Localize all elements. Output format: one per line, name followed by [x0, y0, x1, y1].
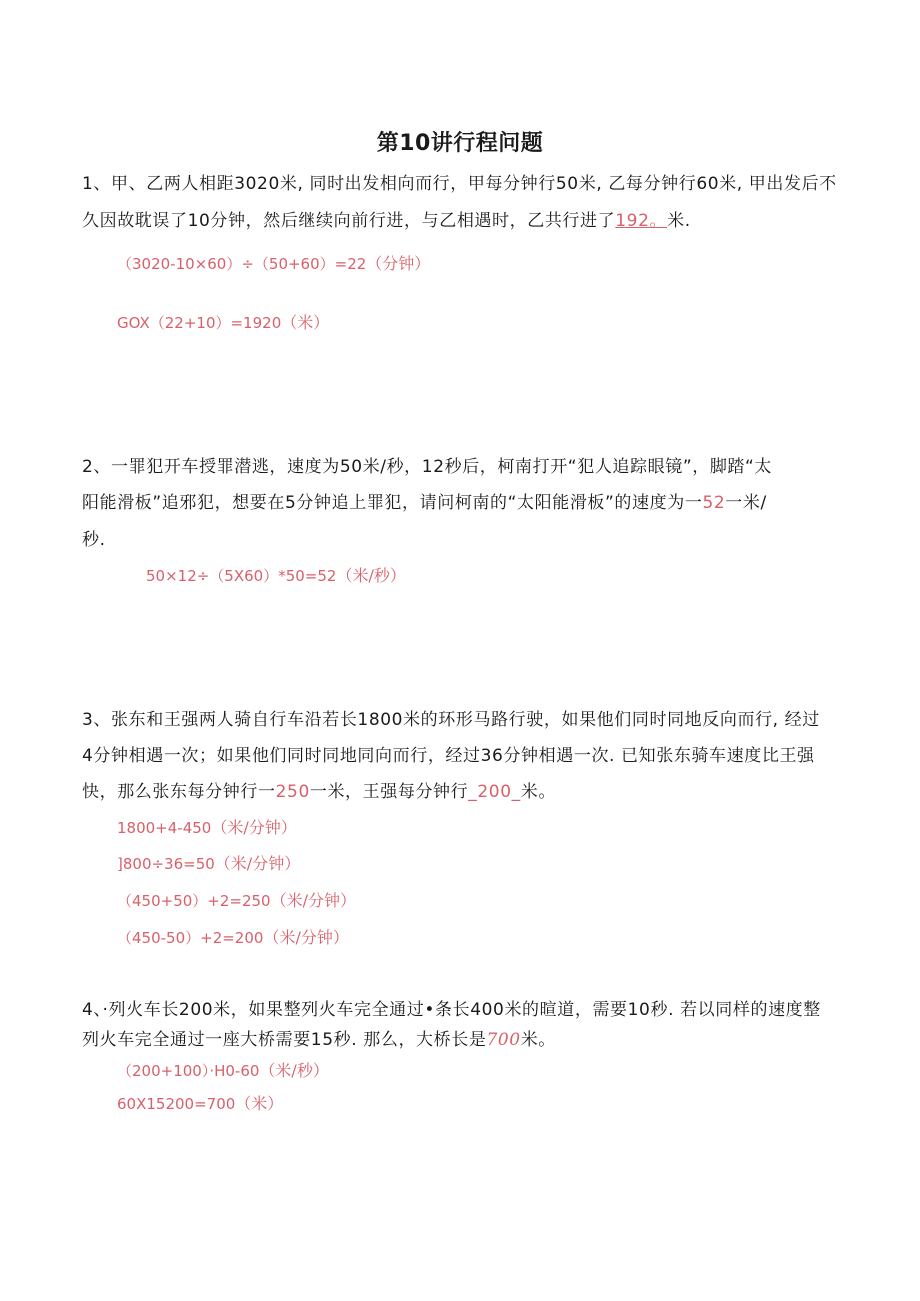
work-expression: （450-50）+2=200 [117, 929, 264, 947]
work-expression: 1800+4-450 [117, 819, 212, 837]
question-4-unit: 米。 [520, 1030, 556, 1050]
question-3-work-4 [117, 928, 349, 948]
question-2-line-2 [82, 491, 852, 515]
question-3-answer-1: 250 [275, 782, 310, 802]
work-expression: 50×12÷（5X60）*50=52 [146, 567, 337, 585]
question-4-text: 列火车完全通过一座大桥需要15秒. 那么，大桥长是 [82, 1030, 487, 1050]
question-3-line-1: 3、张东和王强两人骑自行车沿若长1800米的环形马路行驶，如果他们同时同地反向而行, 经过 [82, 710, 820, 730]
question-4-work-2 [117, 1094, 283, 1114]
question-3-answer-2: _200_ [468, 782, 521, 802]
question-2-text: 阳能滑板”追邪犯，想要在5分钟追上罪犯，请问柯南的“太阳能滑板”的速度为一 [82, 493, 703, 513]
question-3-line-2: 4分钟相遇一次；如果他们同时同地同向而行，经过36分钟相遇一次. 已知张东骑车速度比王强 [82, 746, 815, 766]
question-3-line-3 [82, 780, 852, 804]
page-title: 第10讲行程问题 [376, 131, 544, 156]
work-unit: （米/分钟） [263, 928, 349, 947]
question-3-work-1 [117, 818, 297, 838]
question-1-answer: 192。 [615, 211, 668, 231]
work-expression: 60X15200=700 [117, 1095, 236, 1113]
question-1-work-2 [117, 313, 329, 333]
work-expression: （450+50）+2=250 [117, 892, 271, 910]
work-unit: （米/分钟） [214, 854, 301, 873]
question-1-unit: 米. [667, 211, 691, 231]
work-unit: （米/秒） [259, 1061, 329, 1080]
question-2-work-1 [146, 566, 406, 586]
work-unit: （米/分钟） [211, 818, 297, 837]
question-2-line-3: 秒. [82, 530, 106, 550]
question-3-unit: 米。 [520, 782, 556, 802]
question-1-line-1: 1、甲、乙两人相距3020米, 同时出发相向而行，甲每分钟行50米, 乙每分钟行60米, 甲出发后不 [82, 174, 837, 194]
question-3-work-3 [117, 891, 356, 911]
work-unit: （米/分钟） [270, 891, 357, 910]
question-4-work-1 [117, 1061, 329, 1081]
question-4-line-1: 4、·列火车长200米，如果整列火车完全通过•条长400米的暄道，需要10秒. 若以同样的速度整 [82, 1000, 821, 1020]
question-4-answer: 700 [486, 1030, 521, 1050]
question-2-answer: 52 [702, 493, 726, 513]
work-expression: （3020-10×60）÷（50+60）=22 [117, 255, 367, 273]
work-expression: ]800÷36=50 [117, 855, 215, 873]
question-3-work-2 [117, 854, 300, 874]
work-unit: （分钟） [366, 254, 431, 273]
question-1-line-2 [82, 209, 852, 233]
work-expression: GOX（22+10）=1920 [117, 314, 282, 332]
question-3-text-mid: 一米，王强每分钟行 [309, 782, 469, 802]
question-2-unit: 一米/ [725, 493, 767, 513]
question-2-line-1: 2、一罪犯开车授罪潜逃，速度为50米/秒，12秒后，柯南打开“犯人追踪眼镜”，脚踏“太 [82, 457, 773, 477]
question-4-line-2 [82, 1028, 852, 1052]
question-1-work-1 [117, 254, 430, 274]
question-1-text: 久因故耽误了10分钟，然后继续向前行进，与乙相遇时，乙共行进了 [82, 211, 616, 231]
work-unit: （米） [235, 1094, 284, 1113]
question-3-text: 快，那么张东每分钟行一 [82, 782, 276, 802]
work-expression: （200+100）·H0-60 [117, 1062, 260, 1080]
work-unit: （米/秒） [336, 566, 406, 585]
work-unit: （米） [281, 313, 330, 332]
